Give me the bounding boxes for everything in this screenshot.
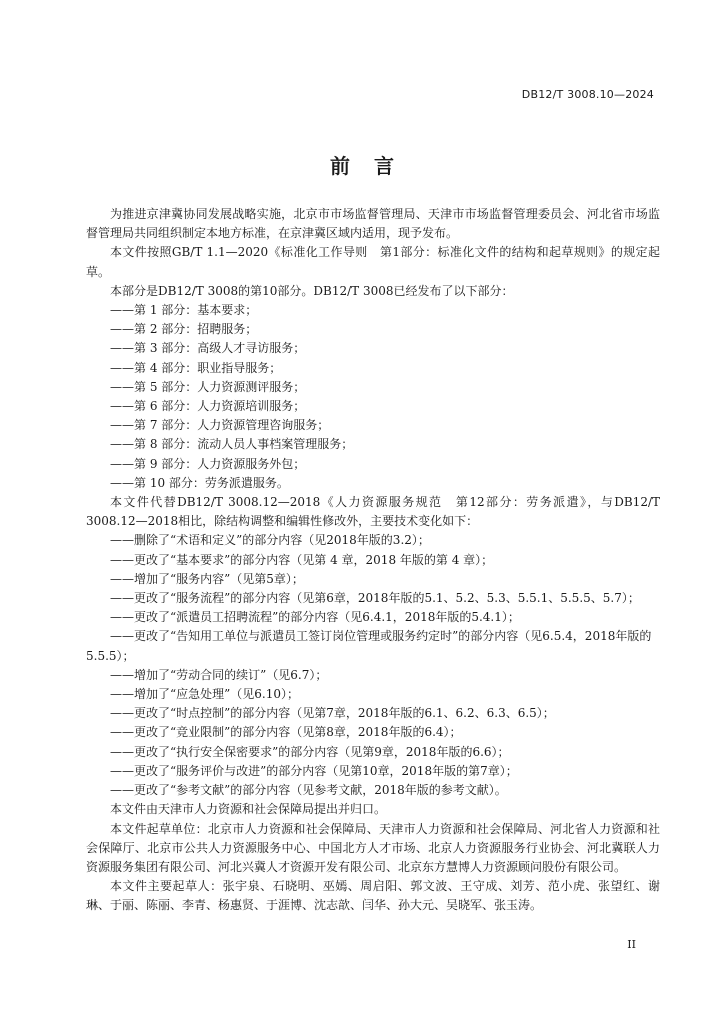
foreword-body [86, 205, 660, 916]
page-number: II [627, 938, 636, 951]
changes-list [86, 531, 660, 800]
list-item: ——更改了“服务流程”的部分内容（见第6章，2018年版的5.1、5.2、5.3、5.5.1、5.5.5、5.7）； [110, 591, 640, 606]
intro-paragraph-2: 本文件按照GB/T 1.1—2020《标准化工作导则 第1部分：标准化文件的结构和起草规则》的规定起草。 [86, 245, 660, 279]
list-item: ——更改了“服务评价与改进”的部分内容（见第10章，2018年版的第7章）； [110, 763, 518, 778]
list-item: ——第 2 部分：招聘服务； [110, 322, 258, 337]
list-item: ——更改了“告知用工单位与派遣员工签订岗位管理或服务约定时”的部分内容（见6.5.4，2018年版的5.5.5）； [86, 629, 652, 663]
list-item: ——增加了“应急处理”（见6.10）； [110, 687, 299, 702]
list-item: ——更改了“时点控制”的部分内容（见第7章，2018年版的6.1、6.2、6.3、6.5）； [110, 706, 555, 721]
intro-paragraph-3: 本部分是DB12/T 3008的第10部分。DB12/T 3008已经发布了以下部分： [110, 283, 514, 298]
closing-paragraph-1: 本文件由天津市人力资源和社会保障局提出并归口。 [110, 802, 387, 817]
title-char-1: 前 [330, 154, 350, 178]
list-item: ——更改了“参考文献”的部分内容（见参考文献，2018年版的参考文献）。 [110, 783, 507, 798]
list-item: ——删除了“术语和定义”的部分内容（见2018年版的3.2）； [110, 533, 430, 548]
document-number: DB12/T 3008.10—2024 [521, 88, 654, 101]
list-item: ——第 10 部分：劳务派遣服务。 [110, 475, 289, 490]
list-item: ——增加了“劳动合同的续订”（见6.7）； [110, 667, 328, 682]
list-item: ——第 7 部分：人力资源管理咨询服务； [110, 418, 330, 433]
list-item: ——更改了“基本要求”的部分内容（见第 4 章，2018 年版的第 4 章）； [110, 552, 494, 567]
list-item: ——更改了“派遣员工招聘流程”的部分内容（见6.4.1，2018年版的5.4.1）； [110, 610, 520, 625]
title-char-2: 言 [374, 154, 394, 178]
parts-list [86, 301, 660, 493]
list-item: ——第 8 部分：流动人员人事档案管理服务； [110, 437, 354, 452]
closing-paragraph-3: 本文件主要起草人：张宇泉、石晓明、巫嫣、周启阳、郭文波、王守成、刘芳、范小虎、张望红、谢琳、于丽、陈丽、李青、杨惠贤、于涯博、沈志歆、闫华、孙大元、吴晓军、张玉涛。 [86, 879, 660, 913]
page-title [0, 150, 724, 179]
list-item: ——更改了“执行安全保密要求”的部分内容（见第9章，2018年版的6.6）； [110, 744, 510, 759]
list-item: ——第 9 部分：人力资源服务外包； [110, 456, 306, 471]
intro-paragraph-1: 为推进京津冀协同发展战略实施，北京市市场监督管理局、天津市市场监督管理委员会、河北省市场监督管理局共同组织制定本地方标准，在京津冀区域内适用，现予发布。 [86, 207, 660, 241]
list-item: ——第 6 部分：人力资源培训服务； [110, 399, 306, 414]
closing-paragraph-2: 本文件起草单位：北京市人力资源和社会保障局、天津市人力资源和社会保障局、河北省人力资源和社会保障厅、北京市公共人力资源服务中心、中国北方人才市场、北京人力资源服务行业协会、河北冀联人力资源服务集团有限公司、河北兴冀人才资源开发有限公司、北京东方慧博人力资源顾问股份有限公司。 [86, 821, 660, 874]
replacement-paragraph: 本文件代替DB12/T 3008.12—2018《人力资源服务规范 第12部分：劳务派遣》，与DB12/T 3008.12—2018相比，除结构调整和编辑性修改外，主要技术变化如下： [86, 495, 660, 529]
list-item: ——第 4 部分：职业指导服务； [110, 360, 282, 375]
list-item: ——增加了“服务内容”（见第5章）； [110, 571, 304, 586]
list-item: ——第 3 部分：高级人才寻访服务； [110, 341, 306, 356]
list-item: ——第 1 部分：基本要求； [110, 303, 258, 318]
list-item: ——更改了“竞业限制”的部分内容（见第8章，2018年版的6.4）； [110, 725, 462, 740]
list-item: ——第 5 部分：人力资源测评服务； [110, 379, 306, 394]
